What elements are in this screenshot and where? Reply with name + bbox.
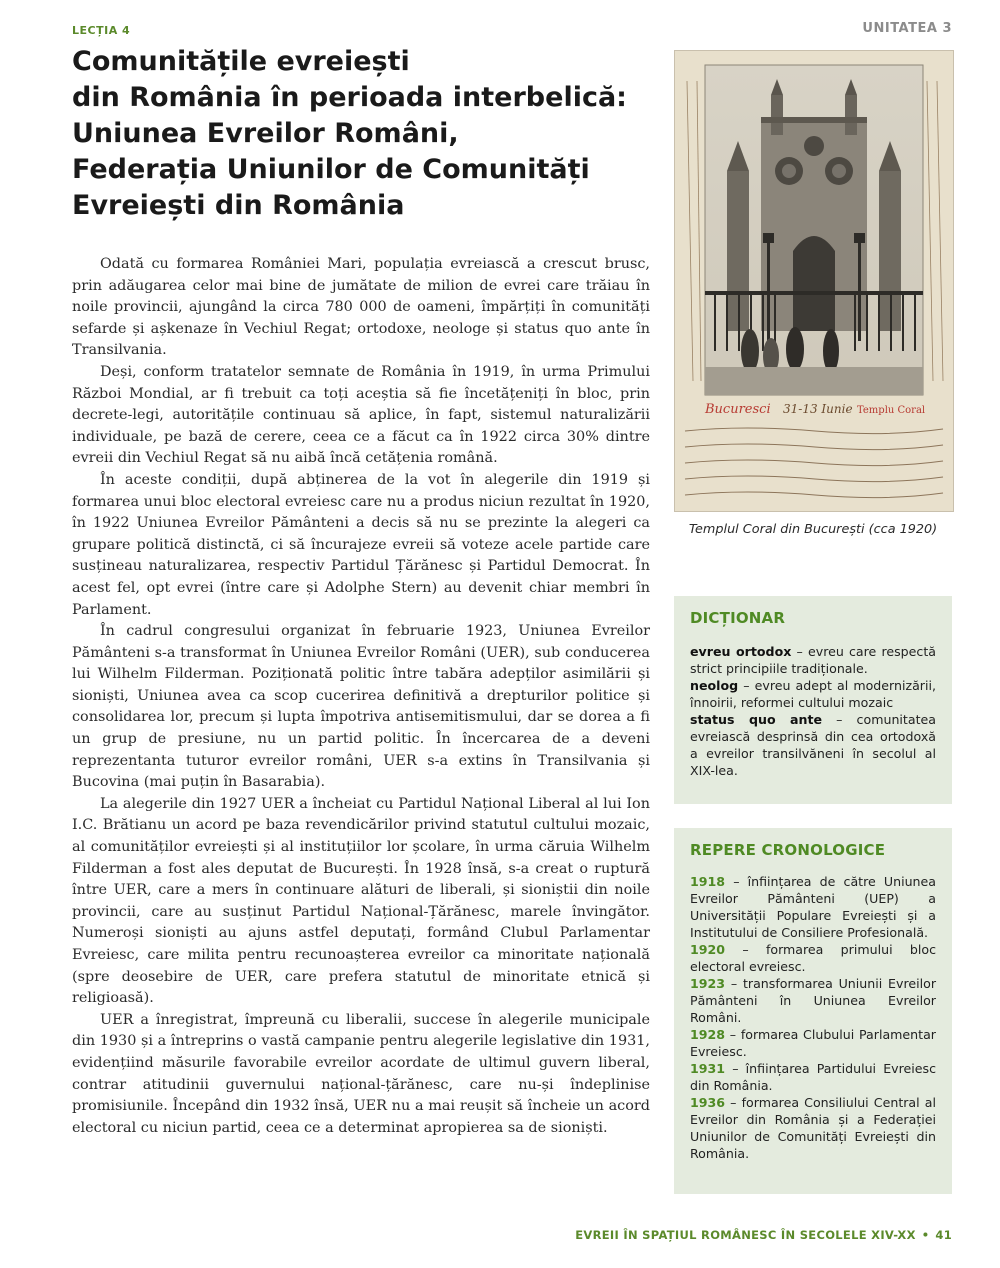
chronology-year: 1931 — [690, 1061, 726, 1076]
dictionary-entry — [690, 677, 936, 711]
dictionary-definition: – evreu care respectă strict principiile tradiționale. — [690, 644, 936, 676]
chronology-text: – formarea primului bloc electoral evreiesc. — [690, 942, 936, 974]
dictionary-term: neolog — [690, 678, 739, 693]
chronology-box — [674, 828, 952, 1194]
paragraph: La alegerile din 1927 UER a încheiat cu Partidul Național Liberal al lui Ion I.C. Brătianu un acord pe baza revendicărilor privind statutul cultului mozaic, al comunităților evreiești și al instituțiilor lor școlare, în urma căruia Wilhelm Filderman a fost ales deputat de București. În 1928 însă, s-a creat o ruptură între UER, care a mers în continuare alături de liberali, și sioniștii din noile provincii, care au susținut Partidul Național-Țărănesc, marele învingător. Numeroși sioniști au ajuns astfel deputați, formând Clubul Parlamentar Evreiesc, care milita pentru recunoașterea evreilor ca minoritate națională (spre deosebire de UER, care prefera statutul de minoritate etnică și religioasă). — [72, 795, 650, 1007]
unit-label: UNITATEA 3 — [862, 21, 952, 36]
page-number: 41 — [935, 1228, 952, 1242]
chronology-text: – înființarea Partidului Evreiesc din România. — [690, 1061, 936, 1093]
title-line: Evreiești din România — [72, 190, 405, 221]
dictionary-entry — [690, 643, 936, 677]
paragraph: În aceste condiții, după abținerea de la vot în alegerile din 1919 și formarea unui bloc electoral evreiesc care nu a produs niciun rezultat în 1920, în 1922 Uniunea Evreilor Pământeni a decis să nu se prezinte la alegeri ca grupare politică distinctă, ci să încurajeze evreii să voteze acele partide care susțineau naturalizarea, respectiv Partidul Țărănesc și Partidul Democrat. În acest fel, opt evrei (între care și Adolphe Stern) au devenit chiar membri în Parlament. — [72, 471, 650, 618]
chronology-entry — [690, 1094, 936, 1162]
chronology-entry — [690, 1026, 936, 1060]
chronology-text: – formarea Clubului Parlamentar Evreiesc. — [690, 1027, 936, 1059]
lesson-label: LECȚIA 4 — [72, 24, 131, 37]
page-title — [72, 44, 652, 224]
photo-caption: Templul Coral din București (cca 1920) — [688, 522, 938, 537]
dictionary-term: status quo ante — [690, 712, 823, 727]
postcard-illustration — [675, 51, 953, 511]
paragraph: În cadrul congresului organizat în februarie 1923, Uniunea Evreilor Pământeni s-a transformat în Uniunea Evreilor Români (UER), sub conducerea lui Wilhelm Filderman. Poziționată politic între tabăra adepților asimilării și sioniști, Uniunea avea ca scop cucerirea definitivă a drepturilor politice și consolidarea lor, precum și lupta împotriva antisemitismului, dar se dorea a fi un grup de presiune, nu un partid politic. În încercarea de a deveni reprezentanta tuturor evreilor români, UER s-a extins în Transilvania și Bucovina (mai puțin în Basarabia). — [72, 623, 650, 791]
footer-title: EVREII ÎN SPAȚIUL ROMÂNESC ÎN SECOLELE XIV-XX — [575, 1228, 916, 1242]
chronology-text: – înființarea de către Uniunea Evreilor Pământeni (UEP) a Universității Populare Evreiești și a Institutului de Consiliere Profesională. — [690, 874, 936, 940]
title-line: Federația Uniunilor de Comunități — [72, 154, 590, 185]
footer-bullet: • — [921, 1228, 930, 1242]
body-text — [72, 254, 650, 1139]
chronology-entry — [690, 1060, 936, 1094]
title-line: Comunitățile evreiești — [72, 46, 410, 77]
chronology-text: – formarea Consiliului Central al Evreilor din România și a Federației Uniunilor de Comunități Evreiești din România. — [690, 1095, 936, 1161]
chronology-year: 1920 — [690, 942, 726, 957]
chronology-entry — [690, 941, 936, 975]
dictionary-term: evreu ortodox — [690, 644, 792, 659]
chronology-title: REPERE CRONOLOGICE — [690, 841, 886, 859]
title-line: Uniunea Evreilor Români, — [72, 118, 459, 149]
chronology-entry — [690, 873, 936, 941]
dictionary-title: DICȚIONAR — [690, 609, 786, 627]
chronology-year: 1936 — [690, 1095, 726, 1110]
dictionary-definition: – evreu adept al modernizării, înnoirii, reformei cultului mozaic — [690, 678, 936, 710]
chronology-year: 1918 — [690, 874, 726, 889]
paragraph: Deși, conform tratatelor semnate de România în 1919, în urma Primului Război Mondial, ar fi trebuit ca toți aceștia să fie încetățeniți în bloc, prin decrete-legi, autoritățile continuau să aplice, în fapt, sistemul naturalizării individuale, pe bază de cerere, ceea ce a făcut ca în 1922 circa 30% dintre evreii din Vechiul Regat să nu aibă încă cetățenia română. — [72, 363, 650, 467]
page-footer — [575, 1228, 952, 1242]
dictionary-definition: – comunitatea evreiască desprinsă din cea ortodoxă a evreilor transilvăneni în secolul al XIX-lea. — [690, 712, 936, 778]
paragraph: Odată cu formarea României Mari, populația evreiască a crescut brusc, prin adăugarea celor mai bine de jumătate de milion de evrei care trăiau în noile provincii, ajungând la circa 780 000 de oameni, împărțiți în comunități sefarde și așkenaze în Vechiul Regat; ortodoxe, neologe și status quo ante în Transilvania. — [72, 256, 650, 359]
coral-temple-photo — [674, 50, 954, 512]
chronology-year: 1923 — [690, 976, 726, 991]
postcard-date: 31-13 Iunie — [783, 402, 853, 416]
dictionary-box — [674, 596, 952, 804]
postcard-label: Templu Coral — [857, 405, 926, 416]
chronology-entry — [690, 975, 936, 1026]
chronology-year: 1928 — [690, 1027, 726, 1042]
paragraph: UER a înregistrat, împreună cu liberalii, succese în alegerile municipale din 1930 și a întreprins o vastă campanie pentru alegerile legislative din 1931, evidențiind măsurile favorabile evreilor acordate de ultimul guvern liberal, contrar atitudinii guvernului național-țărănesc, care nu-și îndeplinise promisiunile. Începând din 1932 însă, UER nu a mai reușit să încheie un acord electoral cu niciun partid, ceea ce a determinat apropierea sa de sioniști. — [72, 1011, 650, 1136]
title-line: din România în perioada interbelică: — [72, 82, 627, 113]
postcard-city: Bucuresci — [705, 402, 771, 417]
dictionary-entry — [690, 711, 936, 779]
chronology-text: – transformarea Uniunii Evreilor Pământeni în Uniunea Evreilor Români. — [690, 976, 936, 1025]
